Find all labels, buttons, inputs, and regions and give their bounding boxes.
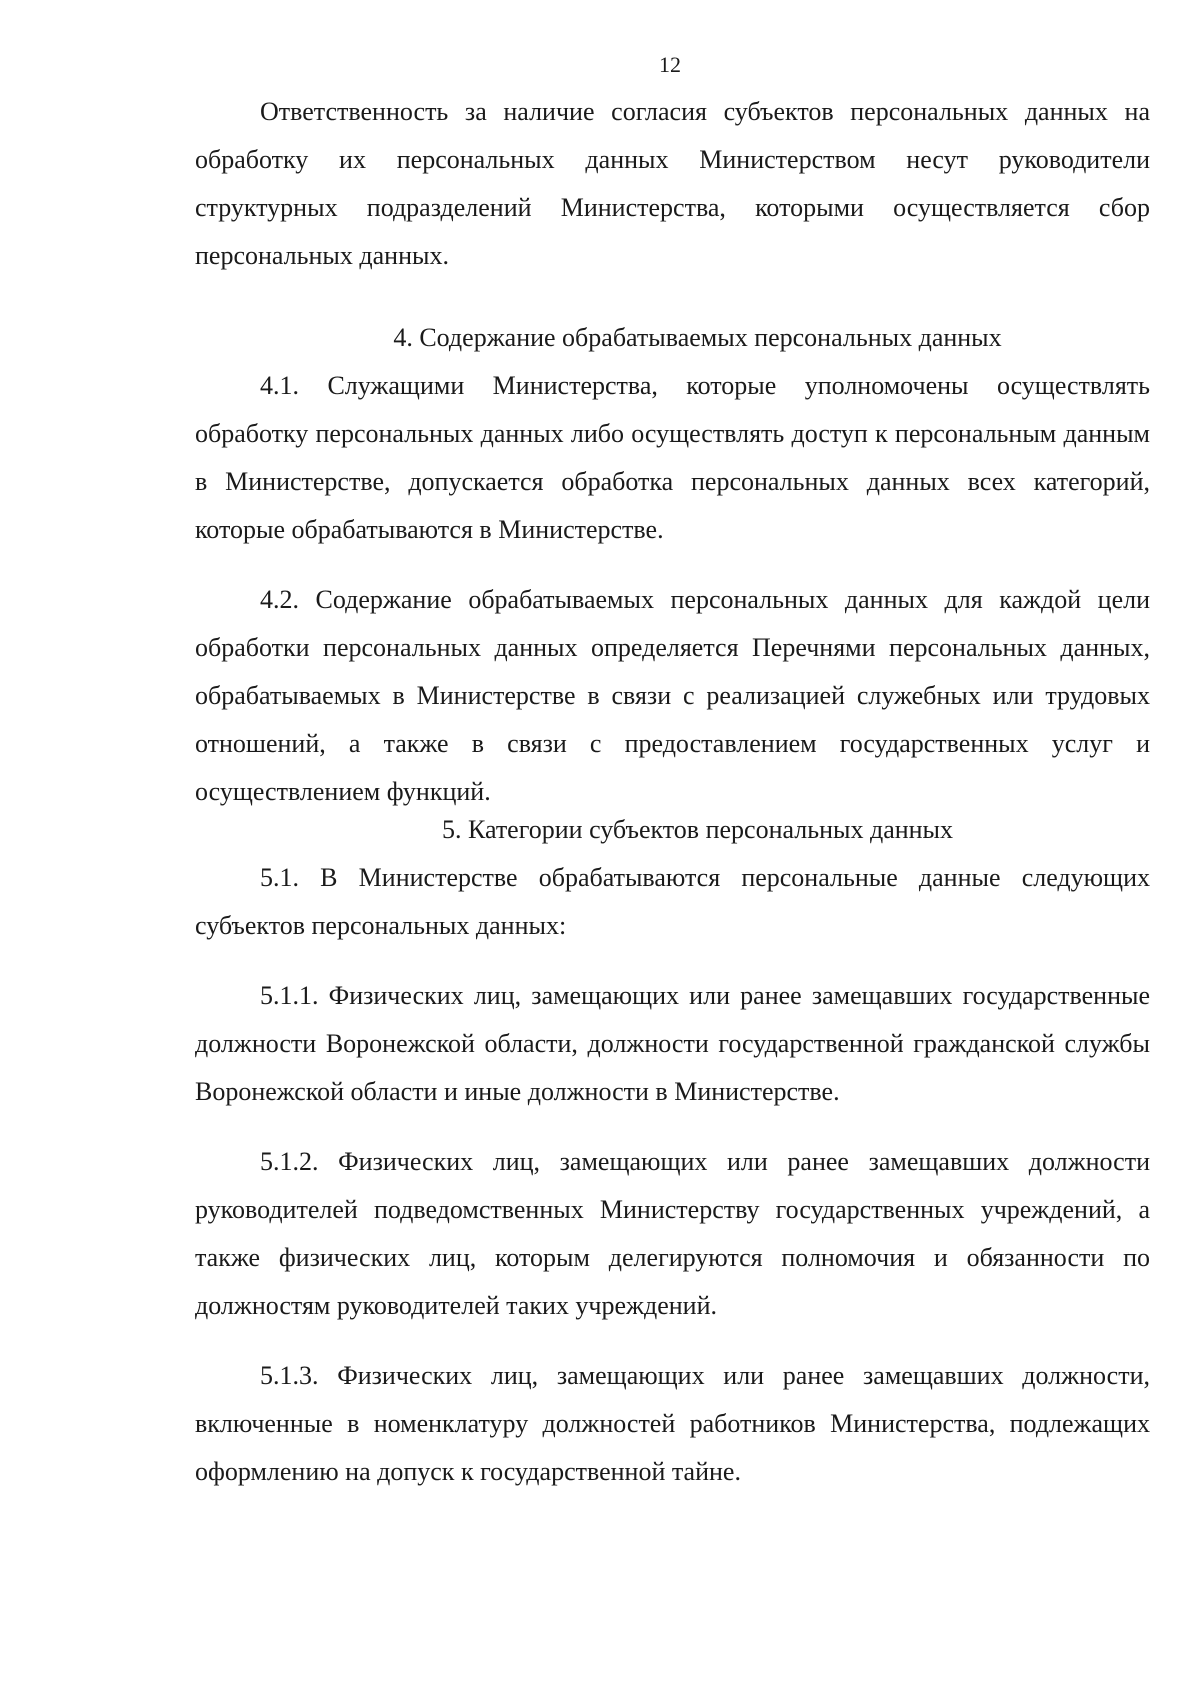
paragraph-4-2: 4.2. Содержание обрабатываемых персональных данных для каждой цели обработки персональных данных определяется Перечнями персональных данных, обрабатываемых в Министерстве в связи с реализацией служебных или трудовых отношений, а также в связи с предоставлением государственных услуг и осуществлением функций. — [195, 585, 1150, 806]
paragraph-5-1-3: 5.1.3. Физических лиц, замещающих или ранее замещавших должности, включенные в номенклатуру должностей работников Министерства, подлежащих оформлению на допуск к государственной тайне. — [195, 1361, 1150, 1486]
paragraph-4-1: 4.1. Служащими Министерства, которые уполномочены осуществлять обработку персональных данных либо осуществлять доступ к персональным данным в Министерстве, допускается обработка персональных данных всех категорий, которые обрабатываются в Министерстве. — [195, 371, 1150, 544]
intro-paragraph: Ответственность за наличие согласия субъектов персональных данных на обработку их персональных данных Министерством несут руководители структурных подразделений Министерства, которыми осуществляется сбор персональных данных. — [195, 97, 1150, 270]
intro-block — [195, 88, 1150, 280]
section-4 — [195, 314, 1150, 816]
section-5 — [195, 806, 1150, 1496]
paragraph-5-1-1: 5.1.1. Физических лиц, замещающих или ранее замещавших государственные должности Воронежской области, должности государственной гражданской службы Воронежской области и иные должности в Министерстве. — [195, 981, 1150, 1106]
paragraph-5-1: 5.1. В Министерстве обрабатываются персональные данные следующих субъектов персональных данных: — [195, 863, 1150, 940]
section-5-heading: 5. Категории субъектов персональных данных — [441, 815, 954, 844]
page-number: 12 — [659, 52, 681, 77]
paragraph-5-1-2: 5.1.2. Физических лиц, замещающих или ранее замещавших должности руководителей подведомственных Министерству государственных учреждений, а также физических лиц, которым делегируются полномочия и обязанности по должностям руководителей таких учреждений. — [195, 1147, 1150, 1320]
section-4-heading: 4. Содержание обрабатываемых персональных данных — [393, 323, 1002, 352]
